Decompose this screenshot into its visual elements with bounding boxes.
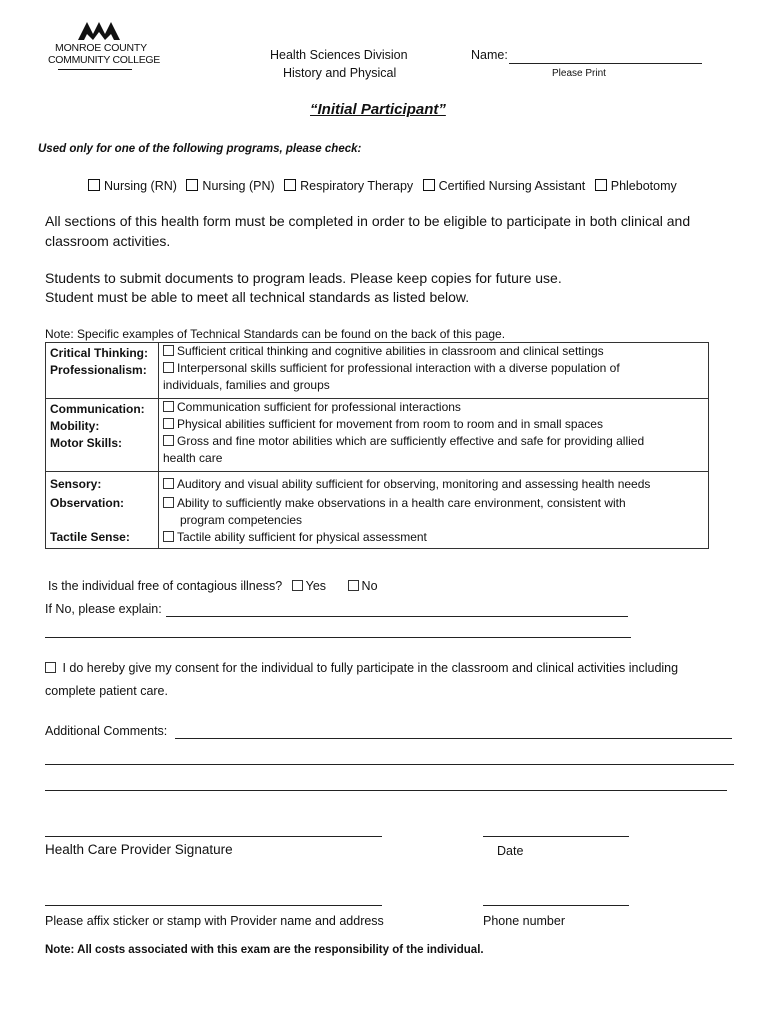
standard-motor-skills-cont: health care [163, 451, 223, 465]
intro-line-1: All sections of this health form must be completed in order to be eligible to participate in both clinical and [45, 213, 691, 229]
stamp-field[interactable] [45, 905, 382, 906]
standard-communication[interactable]: Communication sufficient for professional interactions [163, 399, 704, 416]
program-option-phlebotomy[interactable]: Phlebotomy [595, 179, 677, 193]
standard-mobility[interactable]: Physical abilities sufficient for movement from room to room and in small spaces [163, 416, 704, 433]
label-motor-skills: Motor Skills: [50, 436, 123, 450]
label-communication: Communication: [50, 402, 145, 416]
checkbox-icon[interactable] [163, 362, 174, 373]
standard-professionalism[interactable]: Interpersonal skills sufficient for professional interaction with a diverse population of [163, 360, 704, 377]
signature-field[interactable] [45, 836, 382, 837]
label-professionalism: Professionalism: [50, 363, 147, 377]
checkbox-icon[interactable] [163, 531, 174, 542]
name-field[interactable] [509, 50, 702, 64]
please-print-hint: Please Print [552, 68, 606, 79]
provider-signature-label: Health Care Provider Signature [45, 842, 233, 857]
label-mobility: Mobility: [50, 419, 100, 433]
program-options [88, 179, 677, 193]
standard-professionalism-cont: individuals, families and groups [163, 378, 330, 392]
standard-observation[interactable]: Ability to sufficiently make observations in a health care environment, consistent with [163, 495, 704, 512]
comments-field-line-3[interactable] [45, 790, 727, 791]
technical-standards-table [45, 342, 709, 549]
logo-text-line1: MONROE COUNTY [55, 42, 147, 54]
standard-tactile-sense[interactable]: Tactile ability sufficient for physical assessment [163, 529, 704, 546]
division-title: Health Sciences Division [270, 48, 408, 62]
table-row [46, 399, 709, 472]
date-label: Date [497, 844, 524, 858]
intro-line-3: Students to submit documents to program leads. Please keep copies for future use. [45, 270, 562, 286]
program-option-cna[interactable]: Certified Nursing Assistant [423, 179, 586, 193]
program-option-pn[interactable]: Nursing (PN) [186, 179, 274, 193]
checkbox-icon[interactable] [45, 662, 56, 673]
consent-text-line-1: I do hereby give my consent for the individual to fully participate in the classroom and clinical activities including [62, 661, 679, 675]
logo-text-line2: COMMUNITY COLLEGE [48, 54, 160, 66]
checkbox-icon[interactable] [163, 418, 174, 429]
contagious-no-option[interactable]: No [348, 579, 378, 593]
stamp-label: Please affix sticker or stamp with Provider name and address [45, 914, 384, 928]
checkbox-icon[interactable] [163, 435, 174, 446]
comments-field-line-1[interactable] [175, 738, 732, 739]
contagious-yes-option[interactable]: Yes [292, 579, 326, 593]
label-tactile-sense: Tactile Sense: [50, 530, 130, 544]
checkbox-icon[interactable] [163, 401, 174, 412]
programs-prompt: Used only for one of the following programs, please check: [38, 143, 362, 155]
checkbox-icon[interactable] [163, 345, 174, 356]
phone-label: Phone number [483, 914, 566, 928]
table-row [46, 472, 709, 549]
consent-text-line-2: complete patient care. [45, 684, 168, 698]
label-sensory: Sensory: [50, 477, 102, 491]
explain-field-line-1[interactable] [166, 616, 628, 617]
program-option-rt[interactable]: Respiratory Therapy [284, 179, 413, 193]
form-subtitle: History and Physical [283, 66, 397, 80]
date-field[interactable] [483, 836, 629, 837]
checkbox-icon[interactable] [292, 580, 303, 591]
program-option-rn[interactable]: Nursing (RN) [88, 179, 177, 193]
standard-sensory[interactable]: Auditory and visual ability sufficient for observing, monitoring and assessing health needs [163, 476, 704, 493]
college-logo [48, 18, 160, 72]
intro-line-4: Student must be able to meet all technical standards as listed below. [45, 289, 470, 305]
checkbox-icon[interactable] [284, 179, 296, 191]
checkbox-icon[interactable] [595, 179, 607, 191]
label-observation: Observation: [50, 496, 125, 510]
explain-label: If No, please explain: [45, 602, 162, 616]
checkbox-icon[interactable] [186, 179, 198, 191]
contagious-question: Is the individual free of contagious illness? [48, 579, 283, 593]
logo-mark-icon [48, 18, 154, 42]
form-title: “Initial Participant” [310, 101, 446, 118]
phone-field[interactable] [483, 905, 629, 906]
checkbox-icon[interactable] [163, 497, 174, 508]
comments-field-line-2[interactable] [45, 764, 734, 765]
standards-note: Note: Specific examples of Technical Standards can be found on the back of this page. [45, 327, 506, 341]
checkbox-icon[interactable] [88, 179, 100, 191]
checkbox-icon[interactable] [348, 580, 359, 591]
logo-underline [58, 69, 132, 70]
consent-row[interactable] [45, 661, 678, 675]
standard-critical-thinking[interactable]: Sufficient critical thinking and cognitive abilities in classroom and clinical settings [163, 343, 704, 360]
label-critical-thinking: Critical Thinking: [50, 346, 149, 360]
checkbox-icon[interactable] [423, 179, 435, 191]
checkbox-icon[interactable] [163, 478, 174, 489]
table-row [46, 343, 709, 399]
name-label: Name: [471, 48, 508, 62]
intro-line-2: classroom activities. [45, 233, 171, 249]
standard-observation-cont: program competencies [180, 513, 303, 527]
cost-note: Note: All costs associated with this exam are the responsibility of the individual. [45, 944, 484, 956]
contagious-question-row [48, 579, 378, 593]
standard-motor-skills[interactable]: Gross and fine motor abilities which are sufficiently effective and safe for providing allied [163, 433, 704, 450]
comments-label: Additional Comments: [45, 724, 168, 738]
explain-field-line-2[interactable] [45, 637, 631, 638]
